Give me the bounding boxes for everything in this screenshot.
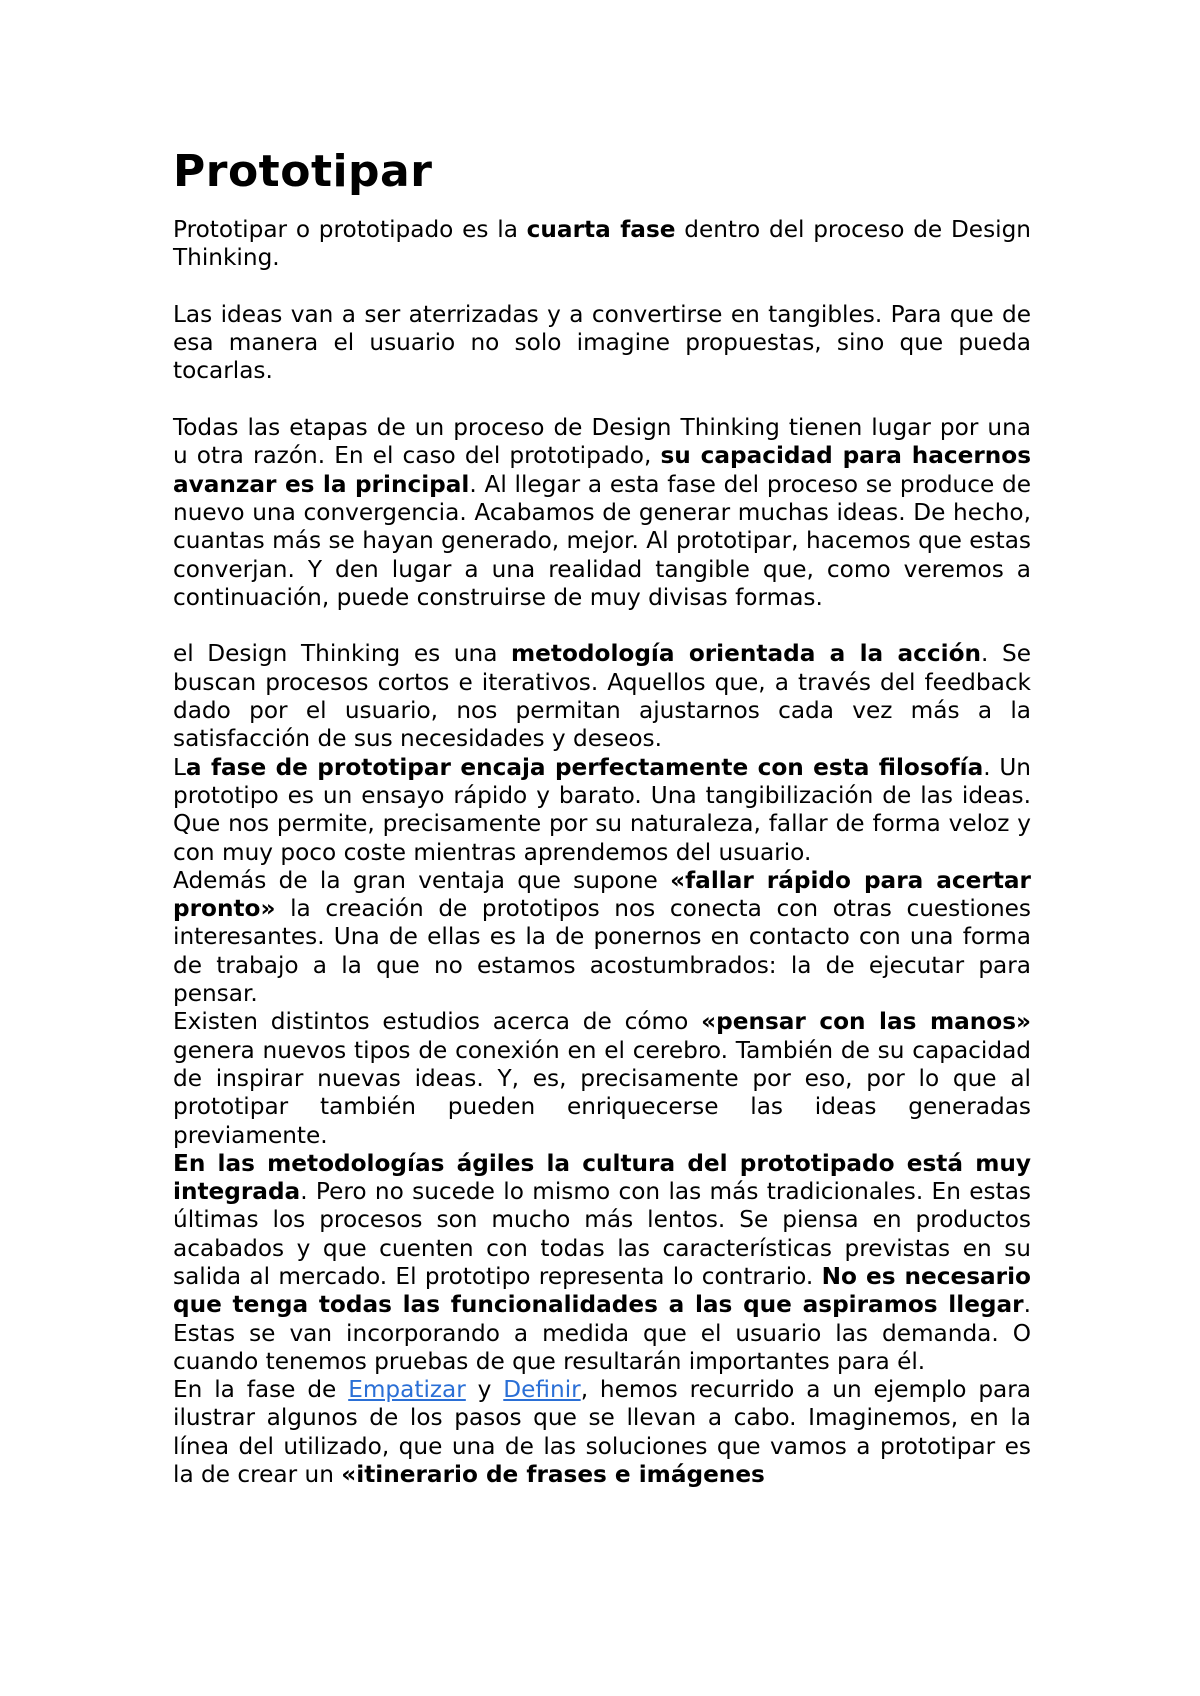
bold-text: «pensar con las manos» — [701, 1008, 1031, 1036]
bold-text: En las metodologías ágiles la cultura del prototipado está muy integrada — [173, 1149, 1031, 1206]
bold-text: No es necesario que tenga todas las funcionalidades a las que aspiramos llegar — [173, 1262, 1031, 1319]
bold-text: «fallar rápido para acertar pronto» — [173, 866, 1031, 923]
text-span: , hemos recurrido a un ejemplo para ilustrar algunos de los pasos que se llevan a cabo. Imaginemos, en la línea del utilizado, que una de las soluciones que vamos a prototipar es la de crear un — [173, 1376, 1032, 1489]
definir-link[interactable]: Definir — [503, 1376, 581, 1404]
text-span: . Estas se van incorporando a medida que el usuario las demanda. O cuando tenemos pruebas de que resultarán importantes para él. — [173, 1291, 1031, 1375]
paragraph-ventaja — [173, 867, 1031, 1008]
paragraph-agiles — [173, 1150, 1031, 1376]
bold-text: su capacidad para hacernos avanzar es la principal — [173, 442, 1032, 498]
text-span: y — [465, 1376, 504, 1404]
text-span: Prototipar o prototipado es la — [173, 216, 527, 243]
text-span: dentro del proceso de Design Thinking. — [173, 216, 1032, 272]
text-span: Además de la gran ventaja que supone — [173, 866, 671, 894]
document-title: Prototipar — [173, 146, 433, 197]
text-span: . Se buscan procesos cortos e iterativos. Aquellos que, a través del feedback dado por el usuario, nos permitan ajustarnos cada vez más a la satisfacción de sus necesidades y deseos. — [173, 640, 1031, 753]
paragraph-estudios — [173, 1008, 1031, 1149]
paragraph-etapas — [173, 414, 1031, 612]
text-span: Todas las etapas de un proceso de Design Thinking tienen lugar por una u otra razón. En el caso del prototipado, — [173, 414, 1031, 470]
text-span: la creación de prototipos nos conecta con otras cuestiones interesantes. Una de ellas es la de ponernos en contacto con una forma de trabajo a la que no estamos acostumbrados: la de ejecutar para pensar. — [173, 895, 1031, 1008]
bold-text: metodología orientada a la acción — [511, 640, 982, 668]
bold-text: cuarta fase — [526, 216, 676, 243]
text-span: el Design Thinking es una — [173, 640, 512, 668]
paragraph-ideas — [173, 301, 1031, 386]
document-body — [173, 144, 1031, 1489]
empatizar-link[interactable]: Empatizar — [348, 1376, 466, 1404]
paragraph-ejemplo — [173, 1376, 1031, 1489]
paragraph-metodologia — [173, 640, 1031, 753]
text-span: . Pero no sucede lo mismo con las más tradicionales. En estas últimas los procesos son mucho más lentos. Se piensa en productos acabados y que cuenten con todas las características previstas en su salida al mercado. El prototipo representa lo contrario. — [173, 1178, 1031, 1290]
text-span: . Al llegar a esta fase del proceso se produce de nuevo una convergencia. Acabamos de generar muchas ideas. De hecho, cuantas más se hayan generado, mejor. Al prototipar, hacemos que estas converjan. Y den lugar a una realidad tangible que, como veremos a continuación, puede construirse de muy divisas formas. — [173, 470, 1031, 611]
text-span: En la fase de — [173, 1376, 349, 1404]
text-span: genera nuevos tipos de conexión en el cerebro. También de su capacidad de inspirar nuevas ideas. Y, es, precisamente por eso, por lo que al prototipar también pueden enriquecerse las ideas generadas previamente. — [173, 1036, 1031, 1149]
bold-text: «itinerario de frases e imágenes — [341, 1461, 765, 1489]
text-span: Existen distintos estudios acerca de cómo — [173, 1008, 702, 1036]
text-span: . Un prototipo es un ensayo rápido y barato. Una tangibilización de las ideas. Que nos permite, precisamente por su naturaleza, fallar de forma veloz y con muy poco coste mientras aprendemos del usuario. — [173, 753, 1031, 866]
text-span: Las ideas van a ser aterrizadas y a convertirse en tangibles. Para que de esa manera el usuario no solo imagine propuestas, sino que pueda tocarlas. — [173, 300, 1031, 385]
bold-text: a fase de prototipar encaja perfectamente con esta filosofía — [185, 753, 984, 781]
paragraph-filosofia — [173, 754, 1031, 867]
text-span: L — [173, 753, 186, 781]
paragraph-intro — [173, 216, 1031, 273]
